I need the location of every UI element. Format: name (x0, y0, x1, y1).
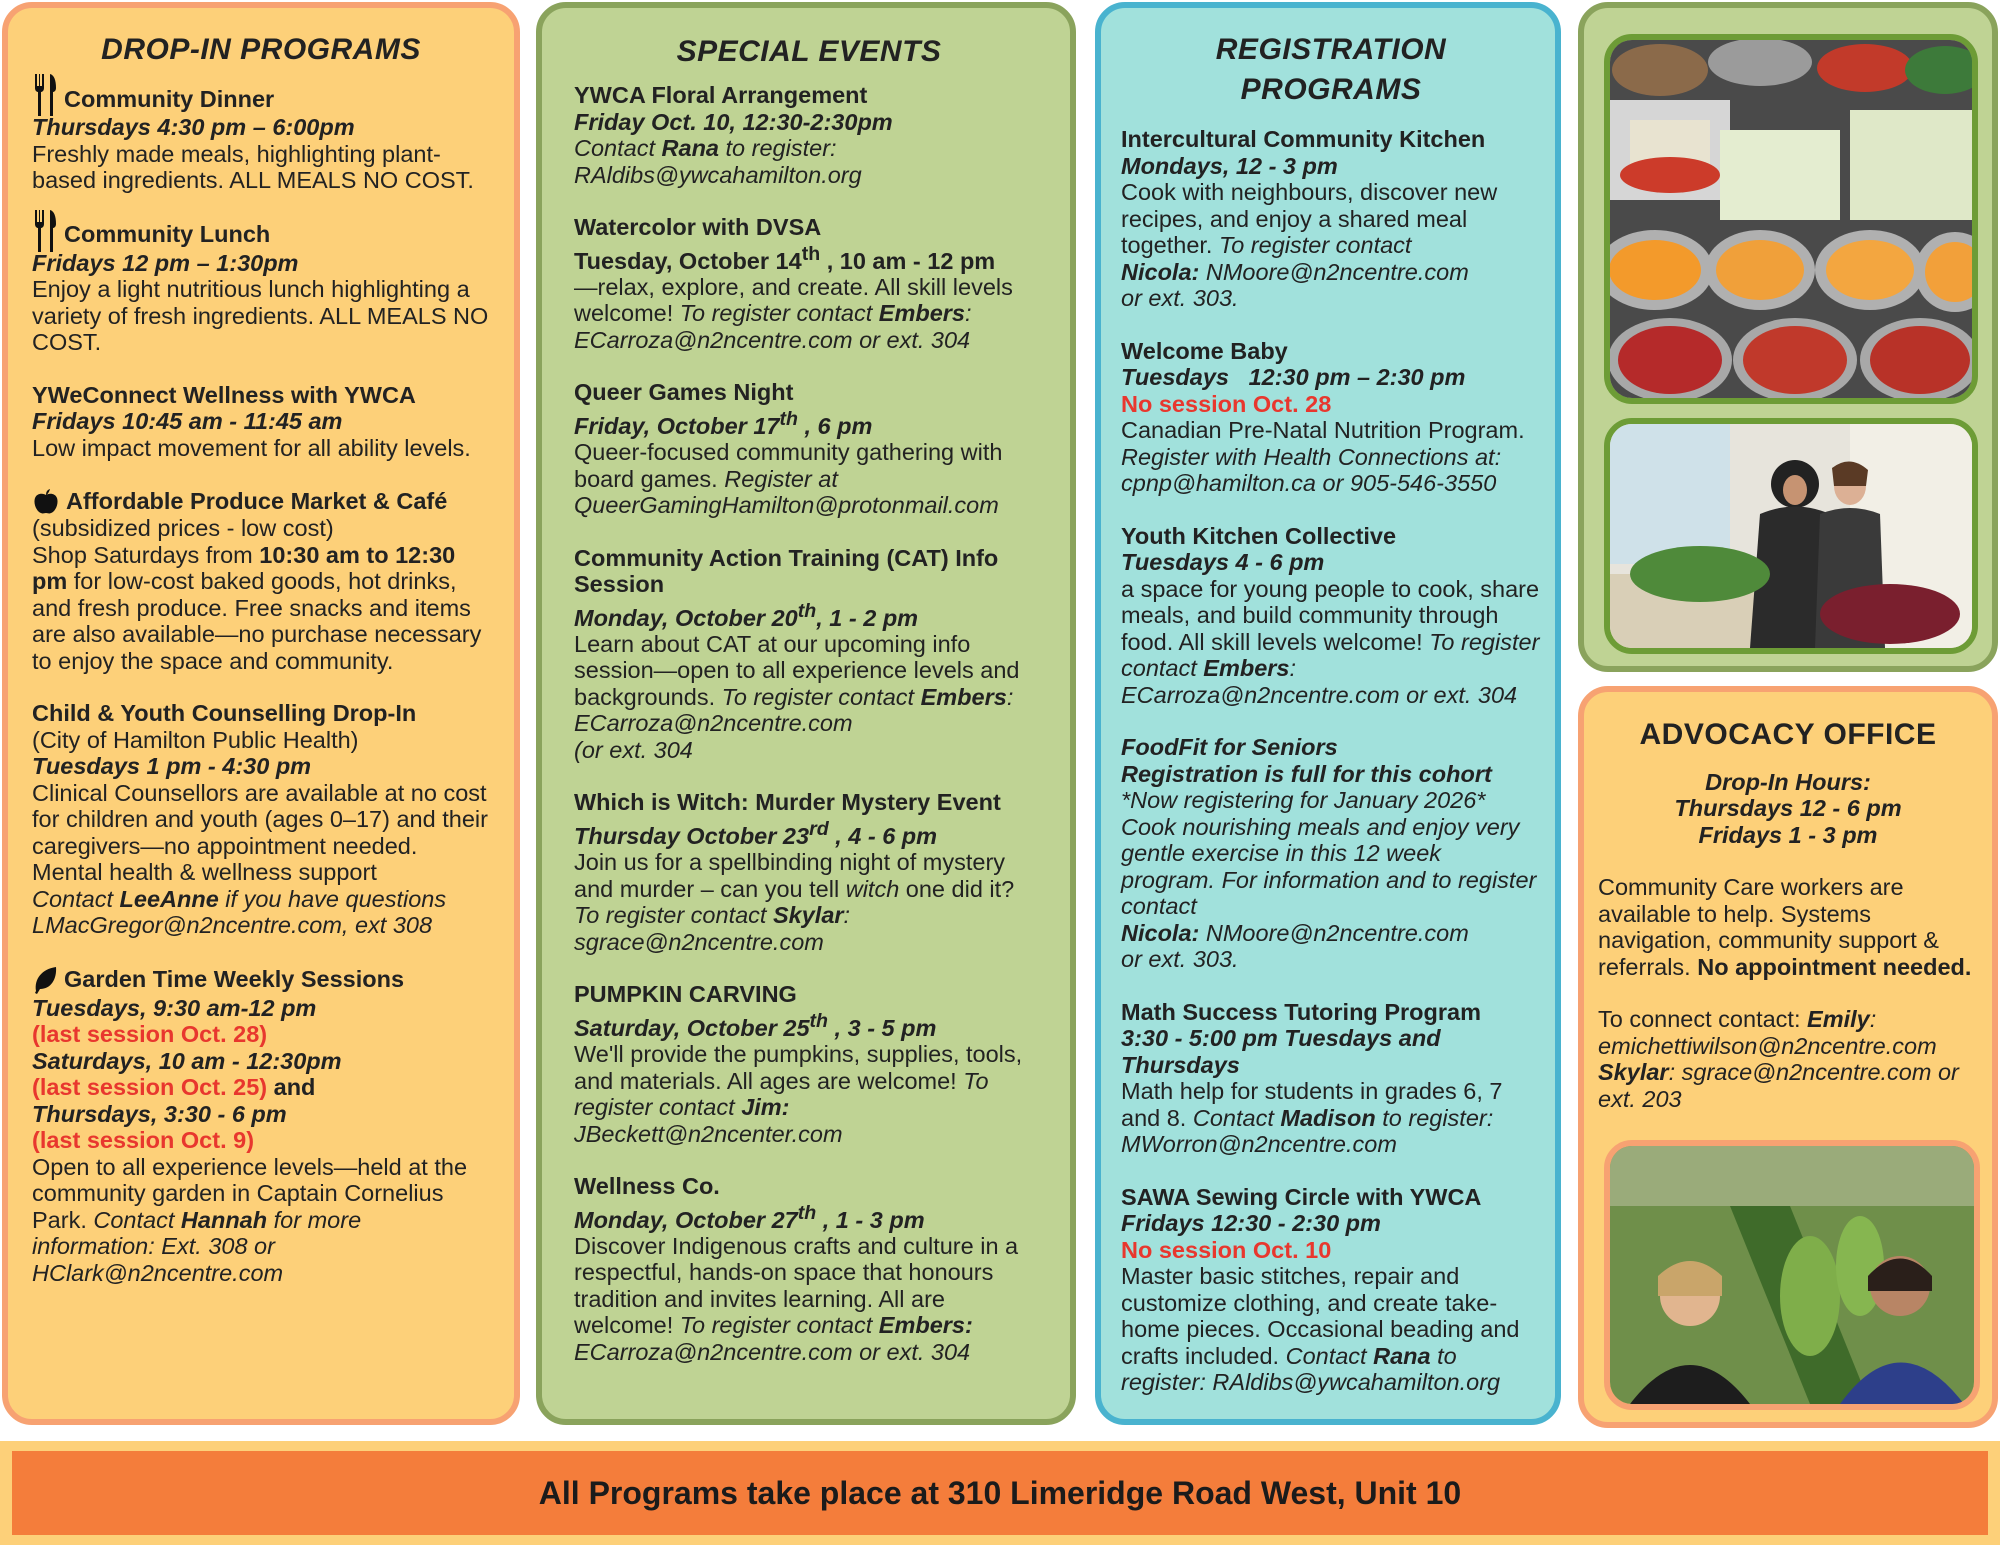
session-note: No session Oct. 10 (1121, 1236, 1332, 1263)
photo-panel (1578, 2, 1998, 672)
event-email[interactable]: sgrace@n2ncentre.com (574, 928, 824, 955)
event-email[interactable]: RAldibs@ywcahamilton.org (574, 161, 862, 188)
program-description: Master basic stitches, repair and customize clothing, and create take-home pieces. Occasional beading and crafts included. Contact Rana to register: RAldibs@ywcahamilton.org (1121, 1263, 1520, 1395)
advocacy-office-panel (1578, 686, 1998, 1428)
program-foodfit (1121, 734, 1541, 973)
session-note: No session Oct. 28 (1121, 390, 1332, 417)
photo-kitchen-prep (1604, 34, 1978, 404)
event-title: Watercolor with DVSA (574, 214, 822, 240)
program-time: Thursdays 4:30 pm – 6:00pm (32, 114, 355, 140)
program-description: Cook nourishing meals and enjoy very gentle exercise in this 12 week program. For information and to register contact (1121, 813, 1537, 919)
program-ext: or ext. 303. (1121, 285, 1239, 311)
hours-label: Drop-In Hours: (1705, 768, 1871, 795)
program-description: Low impact movement for all ability levels. (32, 434, 471, 461)
apple-icon (32, 487, 62, 515)
volunteers-photo (1610, 424, 1972, 648)
session-note: (last session Oct. 28) (32, 1021, 268, 1047)
program-description: Clinical Counsellors are available at no cost for children and youth (ages 0–17) and their caregivers—no appointment needed. Mental health & wellness support (32, 779, 488, 885)
registration-status: Registration is full for this cohort (1121, 760, 1492, 787)
program-email[interactable]: Nicola: NMoore@n2ncentre.com (1121, 919, 1469, 946)
program-subtitle: (City of Hamilton Public Health) (32, 726, 359, 753)
program-time: Tuesdays 4 - 6 pm (1121, 549, 1325, 575)
dropin-column (2, 2, 520, 1425)
program-title: Youth Kitchen Collective (1121, 522, 1397, 549)
hours-thursday: Thursdays 12 - 6 pm (1674, 795, 1902, 821)
program-title: Math Success Tutoring Program (1121, 998, 1481, 1025)
event-title: Wellness Co. (574, 1173, 720, 1200)
event-cat (574, 545, 1044, 764)
program-community-dinner (32, 84, 490, 194)
footer-address: All Programs take place at 310 Limeridge Road West, Unit 10 (538, 1474, 1462, 1511)
footer-address-bar (12, 1451, 1988, 1535)
registration-column (1095, 2, 1561, 1425)
event-description: Queer-focused community gathering with board games. Register at QueerGamingHamilton@protonmail.com (574, 439, 1003, 519)
program-email[interactable]: Nicola: NMoore@n2ncentre.com (1121, 258, 1469, 285)
program-description: Cook with neighbours, discover new recipes, and enjoy a shared meal together. To register contact (1121, 179, 1498, 258)
program-contact: Register with Health Connections at: cpnp@hamilton.ca or 905-546-3550 (1121, 443, 1502, 496)
event-email[interactable]: ECarroza@n2ncentre.com or ext. 304 (574, 1338, 971, 1365)
event-time: Monday, October 20th, 1 - 2 pm (574, 599, 919, 631)
program-title: SAWA Sewing Circle with YWCA (1121, 1183, 1482, 1210)
event-title: PUMPKIN CARVING (574, 981, 797, 1008)
drop-in-hours (1598, 769, 1978, 849)
garden-photo (1610, 1146, 1974, 1404)
advocacy-description: Community Care workers are available to help. Systems navigation, community support & referrals. No appointment needed. (1598, 874, 1972, 980)
program-time: Fridays 12 pm – 1:30pm (32, 249, 299, 276)
event-time: Friday, October 17th , 6 pm (574, 407, 873, 439)
event-description: —relax, explore, and create. All skill levels welcome! To register contact Embers: (574, 273, 1013, 327)
program-title: Welcome Baby (1121, 337, 1288, 364)
program-time: Mondays, 12 - 3 pm (1121, 152, 1338, 179)
program-time: Thursdays, 3:30 - 6 pm (32, 1100, 287, 1127)
program-title: Garden Time Weekly Sessions (64, 966, 405, 993)
event-email[interactable]: ECarroza@n2ncentre.com or ext. 304 (574, 326, 971, 353)
event-title: YWCA Floral Arrangement (574, 82, 868, 108)
event-murder-mystery (574, 789, 1044, 955)
event-contact: Contact Rana to register: (574, 135, 837, 161)
event-email[interactable]: JBeckett@n2ncenter.com (574, 1120, 843, 1147)
event-title: Community Action Training (CAT) Info Session (574, 544, 999, 598)
program-email[interactable]: LMacGregor@n2ncentre.com, ext 308 (32, 912, 433, 938)
event-time: Saturday, October 25th , 3 - 5 pm (574, 1009, 937, 1041)
program-description: Math help for students in grades 6, 7 and 8. Contact Madison to register: (1121, 1078, 1503, 1131)
program-time: Tuesdays 12:30 pm – 2:30 pm (1121, 364, 1466, 390)
program-title: Community Lunch (64, 221, 271, 248)
program-sawa-sewing (1121, 1184, 1541, 1396)
special-events-column (536, 2, 1076, 1425)
program-intercultural-kitchen (1121, 126, 1541, 312)
program-title: Affordable Produce Market & Café (66, 487, 448, 514)
event-title: Queer Games Night (574, 379, 794, 406)
advocacy-contact: To connect contact: Emily: (1598, 1006, 1877, 1032)
program-time: Tuesdays, 9:30 am-12 pm (32, 994, 317, 1021)
program-time: Tuesdays 1 pm - 4:30 pm (32, 753, 312, 779)
event-time: Monday, October 27th , 1 - 3 pm (574, 1201, 925, 1233)
session-note: (last session Oct. 9) (32, 1127, 255, 1153)
event-queer-games (574, 379, 1044, 518)
program-title: Intercultural Community Kitchen (1121, 126, 1486, 152)
program-title: YWeConnect Wellness with YWCA (32, 381, 416, 408)
event-description: We'll provide the pumpkins, supplies, tools, and materials. All ages are welcome! To register contact Jim: (574, 1041, 1023, 1121)
advocacy-email[interactable]: Skylar: sgrace@n2ncentre.com or ext. 203 (1598, 1059, 1959, 1112)
program-description: Enjoy a light nutritious lunch highlighting a variety of fresh ingredients. ALL MEALS NO COST. (32, 276, 489, 355)
event-floral (574, 82, 1044, 188)
program-title: Child & Youth Counselling Drop-In (32, 700, 417, 726)
program-description: Shop Saturdays from 10:30 am to 12:30 pm for low-cost baked goods, hot drinks, and fresh produce. Free snacks and items are also available—no purchase necessary to enjoy the space and community. (32, 541, 482, 674)
program-email[interactable]: ECarroza@n2ncentre.com or ext. 304 (1121, 681, 1518, 708)
program-title: Community Dinner (64, 85, 275, 112)
footer (0, 1441, 2000, 1545)
program-welcome-baby (1121, 338, 1541, 497)
session-note: (last session Oct. 25) and (32, 1074, 316, 1100)
program-ext: or ext. 303. (1121, 946, 1239, 972)
registration-note: *Now registering for January 2026* (1121, 787, 1486, 813)
photo-garden (1604, 1140, 1980, 1410)
event-description: Learn about CAT at our upcoming info session—open to all experience levels and backgrounds. To register contact Embers: (574, 630, 1020, 710)
event-description: Join us for a spellbinding night of mystery and murder – can you tell witch one did it? (574, 849, 1015, 902)
event-watercolor (574, 214, 1044, 353)
advocacy-title: ADVOCACY OFFICE (1639, 718, 1937, 751)
hours-friday: Fridays 1 - 3 pm (1698, 821, 1878, 848)
dropin-title: DROP-IN PROGRAMS (101, 33, 421, 66)
event-time: Tuesday, October 14th , 10 am - 12 pm (574, 242, 996, 274)
event-time: Thursday October 23rd , 4 - 6 pm (574, 817, 938, 849)
kitchen-prep-photo (1610, 40, 1972, 398)
leaf-icon (32, 965, 60, 995)
program-community-lunch (32, 220, 490, 356)
fork-knife-icon (32, 84, 60, 114)
program-description: Open to all experience levels—held at the community garden in Captain Cornelius Park. Contact Hannah for more information: Ext. 308 or HClark@n2ncentre.com (32, 1153, 468, 1286)
event-description: Discover Indigenous crafts and culture in a respectful, hands-on space that honours tradition and invites learning. All are welcome! To register contact Embers: (574, 1232, 1019, 1339)
event-pumpkin (574, 981, 1044, 1147)
program-time: Saturdays, 10 am - 12:30pm (32, 1047, 342, 1074)
registration-title: REGISTRATION PROGRAMS (1215, 33, 1447, 106)
program-description: Freshly made meals, highlighting plant-based ingredients. ALL MEALS NO COST. (32, 140, 474, 193)
event-title: Which is Witch: Murder Mystery Event (574, 789, 1001, 816)
program-description: Canadian Pre-Natal Nutrition Program. (1121, 417, 1525, 443)
program-produce-market (32, 487, 490, 674)
program-description: a space for young people to cook, share meals, and build community through food. All skill levels welcome! To register contact Embers: (1121, 575, 1540, 681)
event-time: Friday Oct. 10, 12:30-2:30pm (574, 108, 893, 135)
program-time: 3:30 - 5:00 pm Tuesdays and Thursdays (1121, 1025, 1441, 1078)
program-time: Fridays 12:30 - 2:30 pm (1121, 1210, 1381, 1236)
event-email[interactable]: ECarroza@n2ncentre.com (574, 710, 853, 737)
program-subtitle: (subsidized prices - low cost) (32, 515, 334, 541)
special-events-title: SPECIAL EVENTS (676, 35, 942, 68)
program-time: Fridays 10:45 am - 11:45 am (32, 408, 343, 434)
program-title: FoodFit for Seniors (1121, 734, 1338, 760)
advocacy-email[interactable]: emichettiwilson@n2ncentre.com (1598, 1032, 1937, 1059)
program-garden (32, 965, 490, 1287)
program-ywe-connect (32, 382, 490, 462)
program-math-tutoring (1121, 999, 1541, 1158)
event-wellness-co (574, 1173, 1044, 1365)
fork-knife-icon (32, 220, 60, 250)
event-contact: To register contact Skylar: (574, 902, 851, 929)
event-ext: (or ext. 304 (574, 736, 693, 763)
program-contact: Contact LeeAnne if you have questions (32, 885, 447, 912)
program-counselling (32, 700, 490, 939)
program-youth-kitchen (1121, 523, 1541, 709)
program-email[interactable]: MWorron@n2ncentre.com (1121, 1131, 1397, 1157)
photo-volunteers (1604, 418, 1978, 654)
